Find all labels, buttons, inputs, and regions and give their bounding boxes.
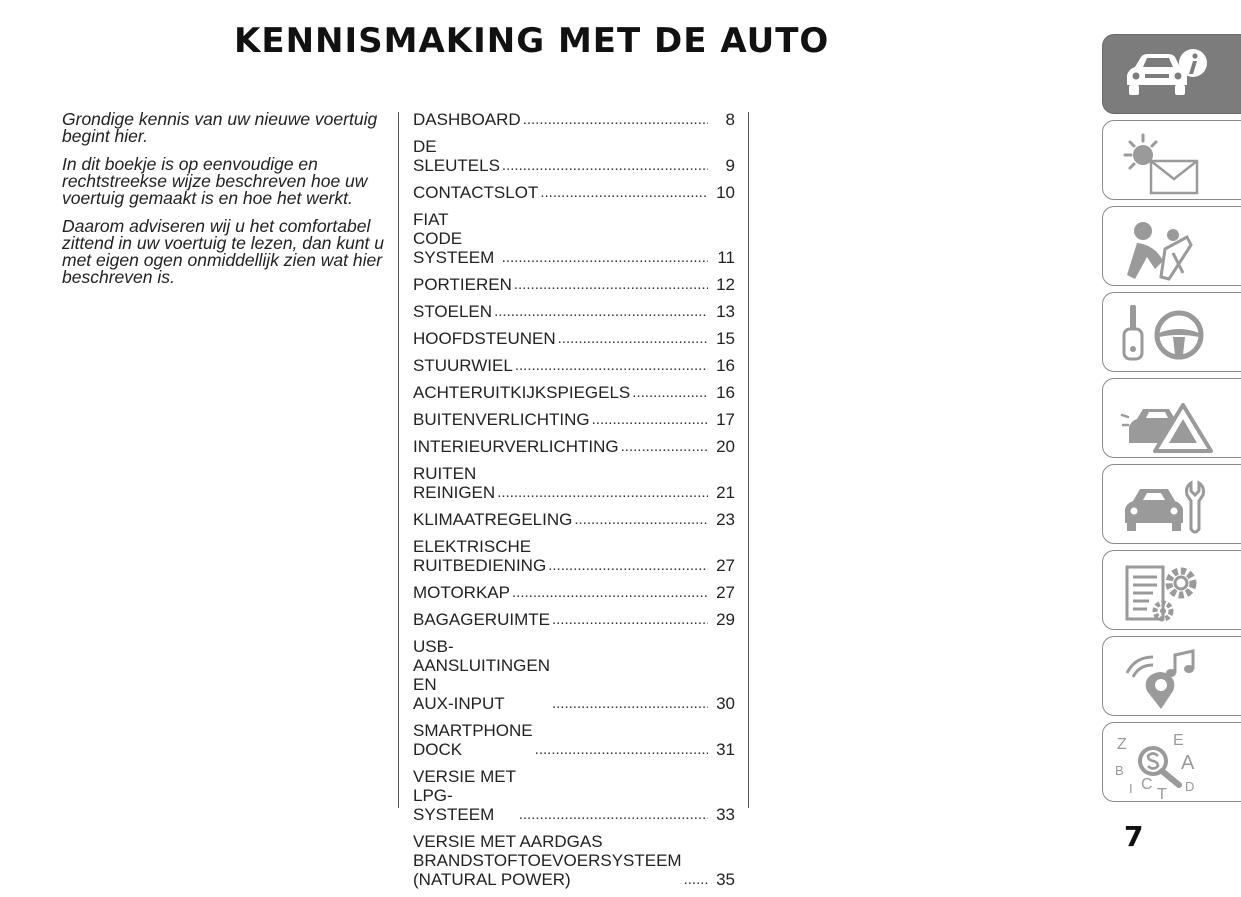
toc-entry-label: VERSIE MET LPG-SYSTEEM [413,767,516,824]
car-info-icon [1113,41,1233,111]
toc-entry-label: HOOFDSTEUNEN [413,329,556,348]
toc-entry[interactable] [413,767,735,824]
toc-entry-page: 13 [716,302,735,321]
toc-entry-label: RUITEN REINIGEN [413,464,496,502]
toc-entry[interactable] [413,110,735,129]
toc-leader-dots [552,694,708,713]
toc-entry[interactable] [413,183,735,202]
page-number: 7 [1124,820,1144,853]
toc-leader-dots [684,870,708,889]
toc-entry-page: 29 [716,610,735,629]
toc-leader-dots [519,805,708,824]
key-steering-wheel-icon [1113,299,1233,369]
toc-entry[interactable] [413,610,735,629]
toc-entry[interactable] [413,583,735,602]
index-letter: A [1181,752,1195,774]
toc-entry[interactable] [413,383,735,402]
car-service-wrench-icon [1113,471,1233,541]
toc-leader-dots [497,483,708,502]
index-letter: Z [1117,736,1127,753]
toc-entry-label: INTERIEURVERLICHTING [413,437,619,456]
toc-leader-dots [494,302,708,321]
toc-entry-page: 20 [716,437,735,456]
toc-entry-label: SMARTPHONE DOCK [413,721,533,759]
intro-text [62,111,392,297]
toc-leader-dots [558,329,708,348]
toc-entry-page: 8 [725,110,735,129]
toc-leader-dots [502,248,708,267]
index-letter: I [1129,781,1133,796]
toc-leader-dots [574,510,708,529]
toc-entry-page: 23 [716,510,735,529]
toc-entry[interactable] [413,410,735,429]
toc-leader-dots [592,410,708,429]
toc-entry-label: PORTIEREN [413,275,512,294]
tab-multimedia[interactable] [1102,636,1241,716]
toc-entry-page: 27 [716,556,735,575]
toc-entry[interactable] [413,329,735,348]
warning-light-message-icon [1113,127,1233,197]
toc-leader-dots [552,610,708,629]
toc-entry-label: DE SLEUTELS [413,137,500,175]
toc-leader-dots [540,183,708,202]
toc-leader-dots [515,356,708,375]
toc-entry-label: USB-AANSLUITINGEN EN AUX-INPUT [413,637,550,713]
toc-entry-page: 30 [716,694,735,713]
toc-leader-dots [535,740,708,759]
toc-entry[interactable] [413,210,735,267]
toc-leader-dots [512,583,708,602]
alphabetical-index-icon [1113,729,1233,799]
toc-entry-page: 16 [716,356,735,375]
toc-entry-page: 31 [716,740,735,759]
toc-entry-page: 33 [716,805,735,824]
index-letter: D [1185,779,1195,794]
toc-entry[interactable] [413,537,735,575]
toc-entry[interactable] [413,464,735,502]
toc-entry-label: KLIMAATREGELING [413,510,573,529]
toc-entry-label: ACHTERUITKIJKSPIEGELS [413,383,631,402]
toc-entry-label: CONTACTSLOT [413,183,539,202]
toc-entry-label: DASHBOARD [413,110,521,129]
toc-entry[interactable] [413,637,735,713]
tab-index[interactable] [1102,722,1241,802]
toc-entry-page: 35 [716,870,735,889]
tab-technical-data[interactable] [1102,550,1241,630]
toc-entry-page: 11 [717,248,735,267]
intro-paragraph: Grondige kennis van uw nieuwe voertuig begint hier. [62,109,378,146]
toc-entry-page: 21 [716,483,735,502]
table-of-contents [413,110,735,897]
toc-entry[interactable] [413,721,735,759]
toc-entry-page: 9 [725,156,735,175]
toc-entry-page: 10 [716,183,735,202]
toc-entry-page: 17 [716,410,735,429]
intro-paragraph: Daarom adviseren wij u het comfortabel zittend in uw voertuig te lezen, dan kunt u met eigen ogen onmiddellijk zien wat hier beschreven is. [62,216,385,287]
toc-leader-dots [523,110,708,129]
tab-car-info[interactable] [1102,34,1241,114]
toc-entry[interactable] [413,137,735,175]
toc-leader-dots [502,156,708,175]
index-letter: B [1115,763,1124,778]
tab-warning-lights[interactable] [1102,120,1241,200]
toc-entry[interactable] [413,275,735,294]
multimedia-music-icon [1113,643,1233,713]
toc-entry-label: ELEKTRISCHE RUITBEDIENING [413,537,547,575]
toc-entry-label: FIAT CODE SYSTEEM [413,210,495,267]
toc-entry-label: MOTORKAP [413,583,510,602]
toc-entry-label: BAGAGERUIMTE [413,610,550,629]
index-letter: C [1141,776,1153,793]
seat-safety-airbag-icon [1113,213,1233,283]
index-letter: E [1173,732,1184,749]
tab-safety[interactable] [1102,206,1241,286]
toc-entry-label: STOELEN [413,302,493,321]
page-title: KENNISMAKING MET DE AUTO [234,21,830,61]
toc-entry[interactable] [413,302,735,321]
toc-leader-dots [514,275,708,294]
toc-entry[interactable] [413,437,735,456]
toc-entry[interactable] [413,510,735,529]
toc-entry-page: 15 [716,329,735,348]
toc-entry-page: 16 [716,383,735,402]
toc-entry[interactable] [413,356,735,375]
toc-leader-dots [548,556,708,575]
column-divider-right [748,112,749,808]
toc-entry-page: 12 [716,275,735,294]
toc-leader-dots [632,383,708,402]
technical-data-gears-icon [1113,557,1233,627]
toc-entry-label: BUITENVERLICHTING [413,410,590,429]
column-divider-left [398,112,399,808]
toc-entry-label: VERSIE MET AARDGAS BRANDSTOFTOEVOERSYSTEEM (NATURAL POWER) [413,832,682,889]
intro-paragraph: In dit boekje is op eenvoudige en rechtstreekse wijze beschreven hoe uw voertuig gemaakt is en hoe het werkt. [62,154,368,208]
toc-entry[interactable] [413,832,735,889]
toc-entry-label: STUURWIEL [413,356,513,375]
car-breakdown-warning-icon [1113,385,1233,455]
toc-entry-page: 27 [716,583,735,602]
tab-starting-driving[interactable] [1102,292,1241,372]
index-letter: T [1157,786,1167,799]
tab-maintenance[interactable] [1102,464,1241,544]
tab-emergency[interactable] [1102,378,1241,458]
toc-leader-dots [621,437,708,456]
